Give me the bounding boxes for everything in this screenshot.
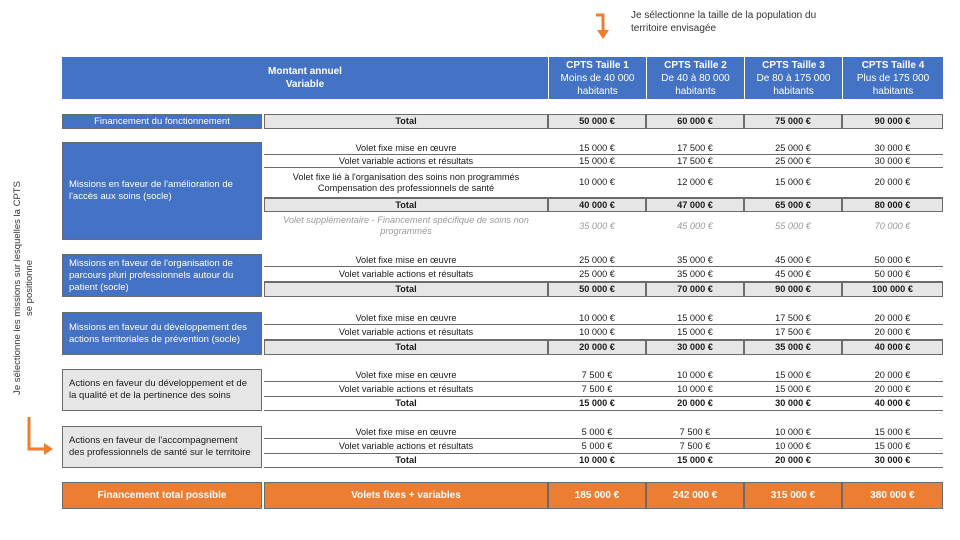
row-value: 25 000 €	[744, 142, 842, 155]
total-value: 80 000 €	[842, 198, 943, 212]
accompagnement-label: Actions en faveur de l'accompagnement des professionnels de santé sur le territoire	[62, 426, 262, 468]
row-value: 17 500 €	[646, 142, 744, 155]
row-value: 10 000 €	[548, 312, 646, 325]
row-value: 7 500 €	[548, 382, 646, 397]
row-value: 50 000 €	[842, 254, 943, 267]
row-value: 10 000 €	[548, 325, 646, 340]
total-value: 15 000 €	[646, 454, 744, 468]
prevention-label: Missions en faveur du développement des actions territoriales de prévention (socle)	[62, 312, 262, 355]
row-value: 45 000 €	[744, 254, 842, 267]
fonctionnement-value: 75 000 €	[744, 114, 842, 129]
supplementary-label: Volet supplémentaire - Financement spécifique de soins non programmés	[283, 215, 529, 236]
row-label: Volet fixe mise en œuvre	[264, 142, 548, 155]
total-value: 20 000 €	[744, 454, 842, 468]
row-value: 45 000 €	[744, 267, 842, 282]
total-value: 30 000 €	[646, 340, 744, 355]
total-value: 47 000 €	[646, 198, 744, 212]
row-label: Volet fixe lié à l'organisation des soins non programmés Compensation des professionnels de santé	[264, 168, 548, 198]
total-value: 90 000 €	[744, 282, 842, 297]
amount-header: Montant annuel Variable	[62, 57, 548, 99]
row-value: 15 000 €	[548, 142, 646, 155]
total-label: Total	[264, 397, 548, 411]
row-value: 35 000 €	[646, 267, 744, 282]
total-value: 65 000 €	[744, 198, 842, 212]
row-value: 50 000 €	[842, 267, 943, 282]
row-value: 7 500 €	[548, 369, 646, 382]
acces-label: Missions en faveur de l'amélioration de l'accès aux soins (socle)	[62, 142, 262, 240]
missions-hint	[10, 180, 50, 400]
total-value: 35 000 €	[744, 340, 842, 355]
total-label: Total	[264, 198, 548, 212]
total-value: 30 000 €	[842, 454, 943, 468]
total-value: 40 000 €	[842, 340, 943, 355]
row-value: 7 500 €	[646, 439, 744, 454]
row-value: 25 000 €	[548, 267, 646, 282]
total-value: 50 000 €	[548, 282, 646, 297]
row-value: 15 000 €	[646, 325, 744, 340]
row-label: Volet fixe mise en œuvre	[264, 369, 548, 382]
missions-hint-text: Je sélectionne les missions sur lesquelles la CPTS se positionne	[12, 181, 35, 395]
total-label: Total	[264, 282, 548, 297]
supplementary-value: 45 000 €	[677, 220, 713, 231]
row-label: Volet variable actions et résultats	[264, 439, 548, 454]
supplementary-value: 35 000 €	[579, 220, 615, 231]
row-value: 20 000 €	[842, 312, 943, 325]
grand-total-value: 380 000 €	[842, 482, 943, 509]
total-value: 15 000 €	[548, 397, 646, 411]
row-label: Volet variable actions et résultats	[264, 267, 548, 282]
size-3-header: CPTS Taille 3 De 80 à 175 000 habitants	[744, 57, 842, 99]
qualite-label: Actions en faveur du développement et de la qualité et de la pertinence des soins	[62, 369, 262, 411]
row-value: 30 000 €	[842, 155, 943, 168]
total-label: Total	[264, 454, 548, 468]
row-value: 15 000 €	[842, 426, 943, 439]
fonctionnement-value: 90 000 €	[842, 114, 943, 129]
grand-total-label: Financement total possible	[62, 482, 262, 509]
row-value: 10 000 €	[744, 439, 842, 454]
row-label: Volet fixe mise en œuvre	[264, 254, 548, 267]
supplementary-value: 55 000 €	[775, 220, 811, 231]
total-label: Total	[264, 340, 548, 355]
row-label: Volet fixe mise en œuvre	[264, 312, 548, 325]
supplementary-value: 70 000 €	[874, 220, 911, 231]
row-value: 17 500 €	[744, 312, 842, 325]
row-value: 7 500 €	[646, 426, 744, 439]
total-value: 20 000 €	[646, 397, 744, 411]
row-value: 10 000 €	[548, 168, 646, 198]
row-value: 10 000 €	[744, 426, 842, 439]
total-value: 30 000 €	[744, 397, 842, 411]
row-value: 15 000 €	[744, 168, 842, 198]
row-value: 15 000 €	[646, 312, 744, 325]
total-value: 40 000 €	[548, 198, 646, 212]
row-label: Volet variable actions et résultats	[264, 382, 548, 397]
row-value: 10 000 €	[646, 382, 744, 397]
fonctionnement-label: Financement du fonctionnement	[62, 114, 262, 129]
row-value: 17 500 €	[744, 325, 842, 340]
row-label: Volet variable actions et résultats	[264, 325, 548, 340]
row-value: 30 000 €	[842, 142, 943, 155]
size-1-header: CPTS Taille 1 Moins de 40 000 habitants	[548, 57, 646, 99]
total-value: 100 000 €	[842, 282, 943, 297]
row-value: 17 500 €	[646, 155, 744, 168]
total-value: 70 000 €	[646, 282, 744, 297]
row-label: Volet variable actions et résultats	[264, 155, 548, 168]
parcours-label: Missions en faveur de l'organisation de parcours pluri professionnels autour du patient (socle)	[62, 254, 262, 297]
grand-total-mid: Volets fixes + variables	[264, 482, 548, 509]
row-value: 10 000 €	[646, 369, 744, 382]
row-value: 15 000 €	[548, 155, 646, 168]
arrow-down-icon	[594, 13, 610, 41]
fonctionnement-total-label: Total	[264, 114, 548, 129]
row-value: 15 000 €	[842, 439, 943, 454]
row-value: 12 000 €	[646, 168, 744, 198]
grand-total-value: 242 000 €	[646, 482, 744, 509]
row-label: Volet fixe mise en œuvre	[264, 426, 548, 439]
row-value: 20 000 €	[842, 369, 943, 382]
size-4-header: CPTS Taille 4 Plus de 175 000 habitants	[842, 57, 943, 99]
total-value: 40 000 €	[842, 397, 943, 411]
row-value: 35 000 €	[646, 254, 744, 267]
fonctionnement-value: 60 000 €	[646, 114, 744, 129]
row-value: 20 000 €	[842, 382, 943, 397]
total-value: 10 000 €	[548, 454, 646, 468]
size-2-header: CPTS Taille 2 De 40 à 80 000 habitants	[646, 57, 744, 99]
row-value: 25 000 €	[548, 254, 646, 267]
arrow-right-icon	[25, 415, 55, 457]
total-value: 20 000 €	[548, 340, 646, 355]
fonctionnement-value: 50 000 €	[548, 114, 646, 129]
population-size-hint: Je sélectionne la taille de la population du territoire envisagée	[631, 10, 817, 34]
row-value: 25 000 €	[744, 155, 842, 168]
grand-total-value: 315 000 €	[744, 482, 842, 509]
row-value: 15 000 €	[744, 382, 842, 397]
row-value: 20 000 €	[842, 325, 943, 340]
grand-total-value: 185 000 €	[548, 482, 646, 509]
row-value: 5 000 €	[548, 439, 646, 454]
row-value: 5 000 €	[548, 426, 646, 439]
row-value: 20 000 €	[842, 168, 943, 198]
row-value: 15 000 €	[744, 369, 842, 382]
